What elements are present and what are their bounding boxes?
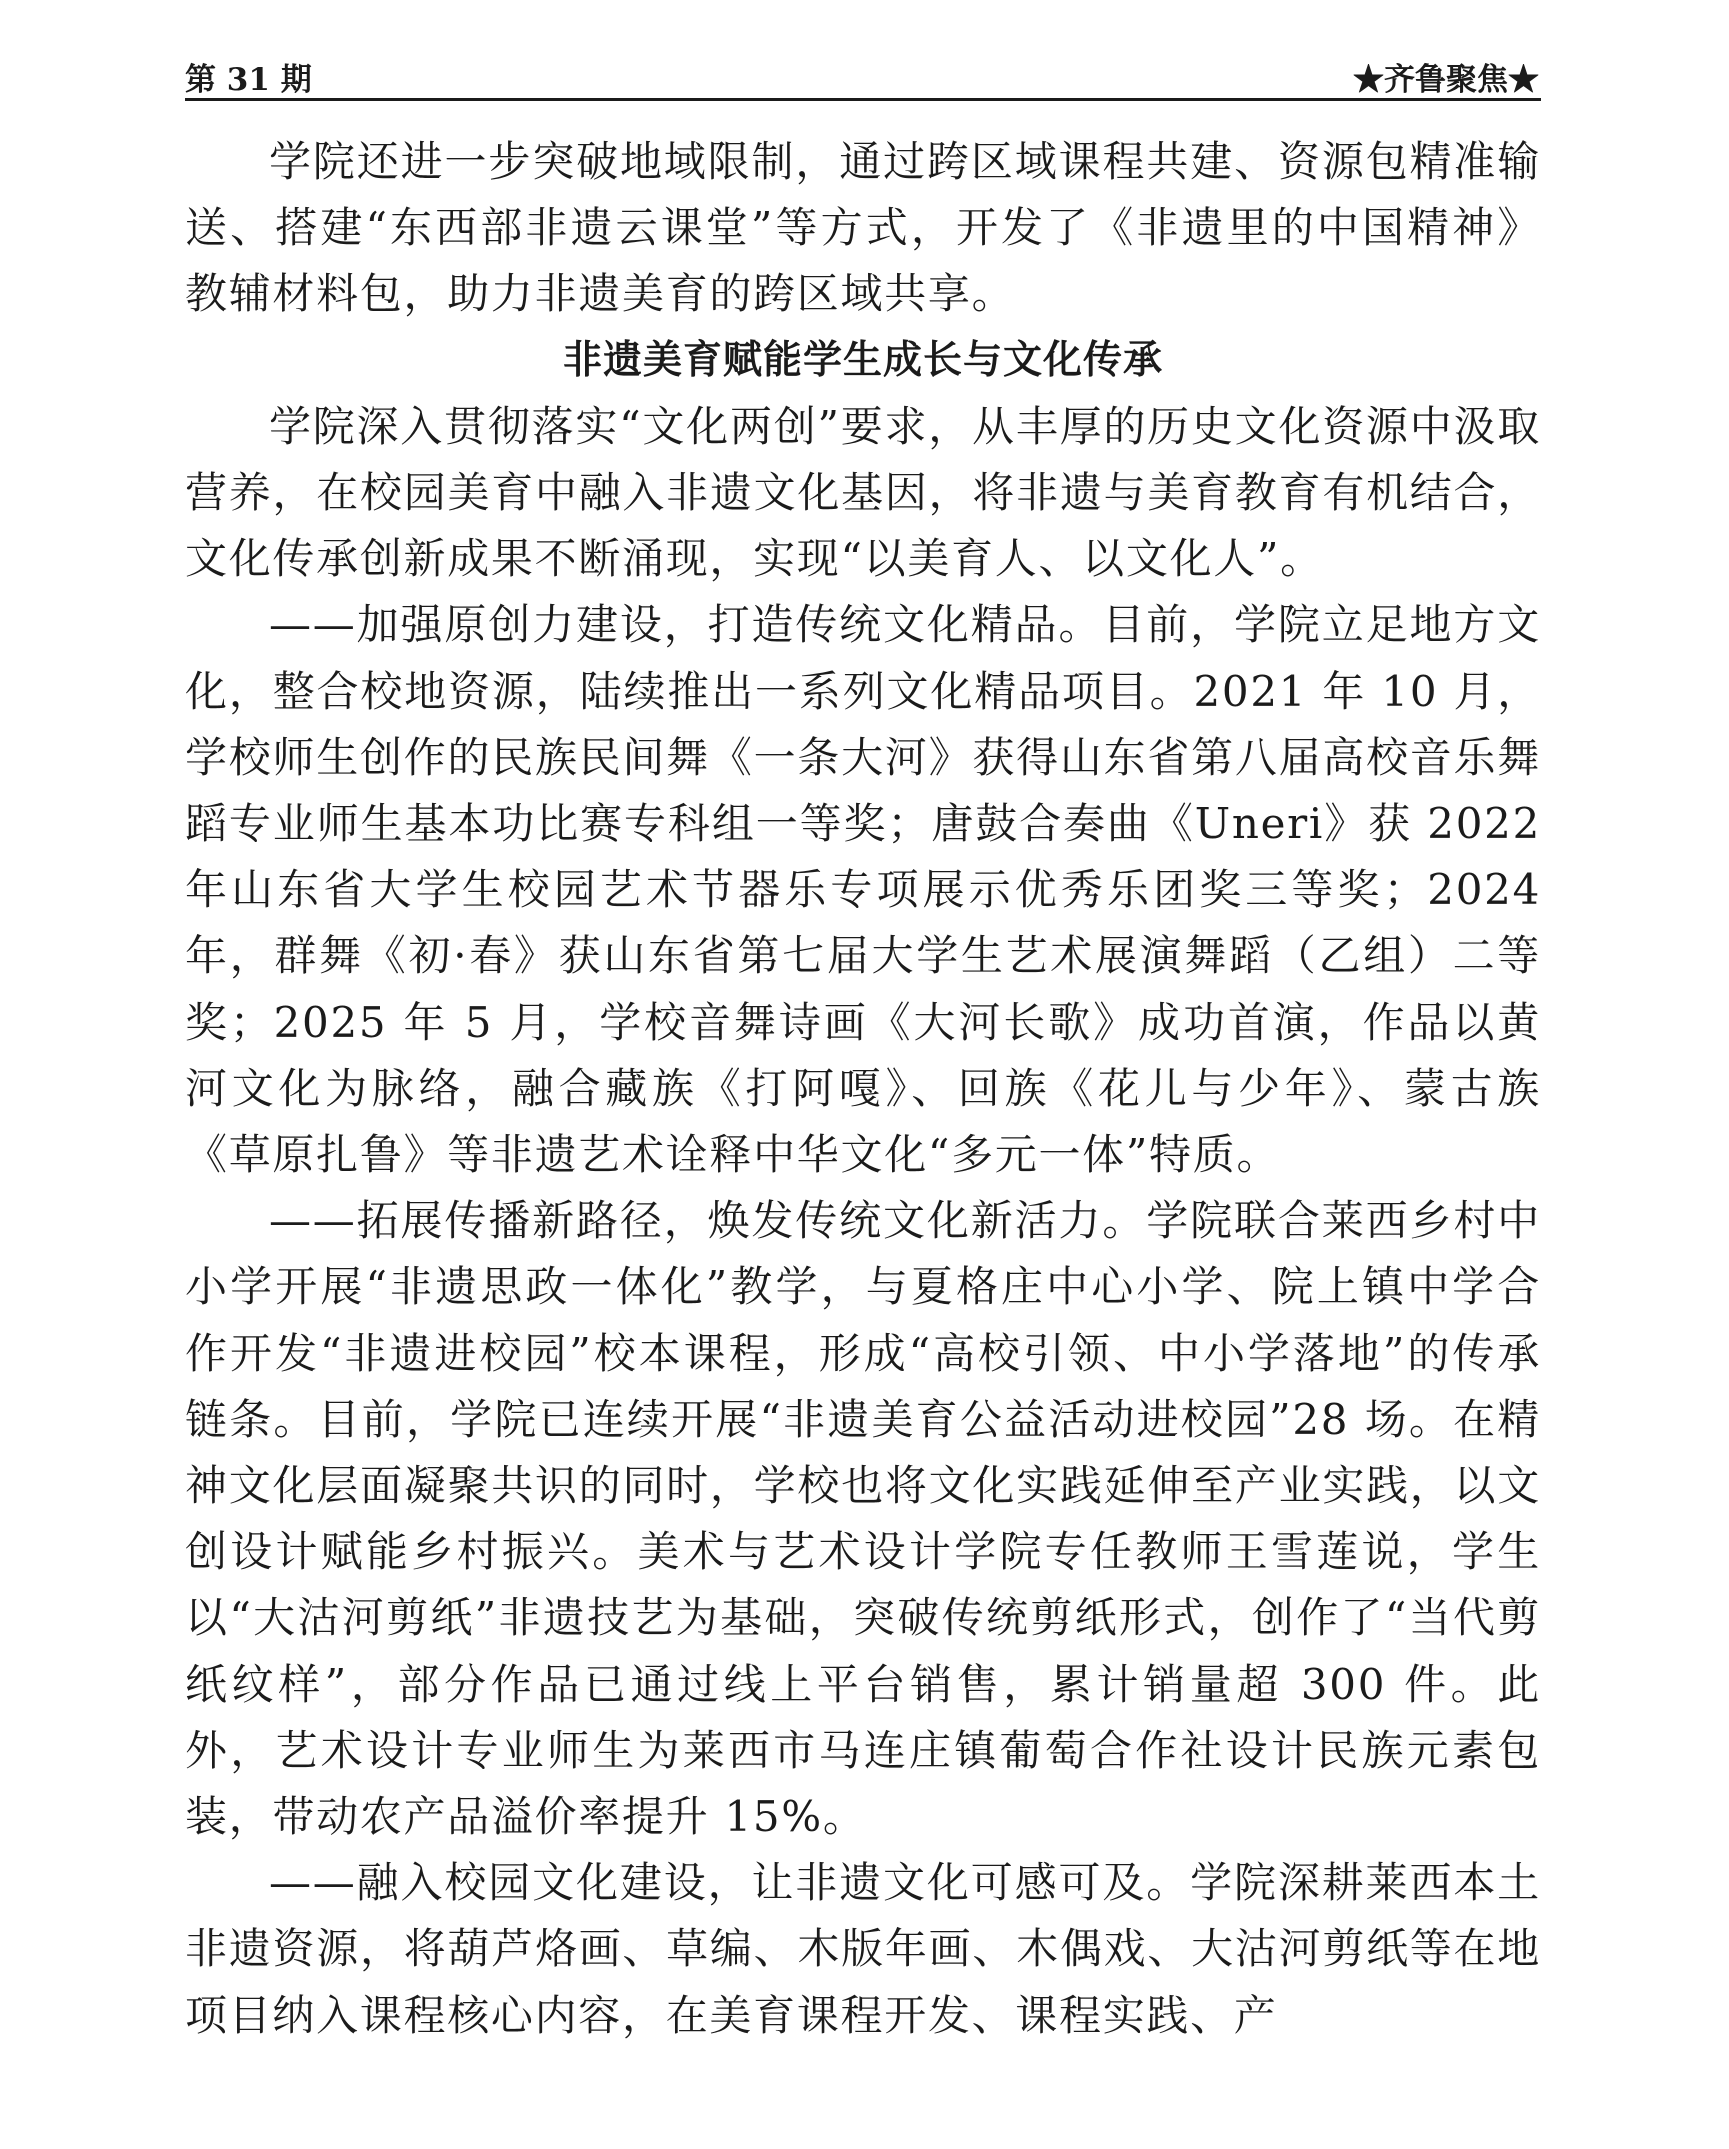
article-body	[185, 129, 1541, 2049]
paragraph: ——拓展传播新路径，焕发传统文化新活力。学院联合莱西乡村中小学开展“非遗思政一体化”教学，与夏格庄中心小学、院上镇中学合作开发“非遗进校园”校本课程，形成“高校引领、中小学落地”的传承链条。目前，学院已连续开展“非遗美育公益活动进校园”28 场。在精神文化层面凝聚共识的同时，学校也将文化实践延伸至产业实践，以文创设计赋能乡村振兴。美术与艺术设计学院专任教师王雪莲说，学生以“大沽河剪纸”非遗技艺为基础，突破传统剪纸形式，创作了“当代剪纸纹样”，部分作品已通过线上平台销售，累计销量超 300 件。此外，艺术设计专业师生为莱西市马连庄镇葡萄合作社设计民族元素包装，带动农产品溢价率提升 15%。	[185, 1196, 1541, 1842]
magazine-page	[185, 48, 1541, 2049]
paragraph: 学院深入贯彻落实“文化两创”要求，从丰厚的历史文化资源中汲取营养，在校园美育中融入非遗文化基因，将非遗与美育教育有机结合，文化传承创新成果不断涌现，实现“以美育人、以文化人”。	[185, 401, 1541, 584]
issue-number: 第 31 期	[185, 62, 312, 98]
paragraph: 学院还进一步突破地域限制，通过跨区域课程共建、资源包精准输送、搭建“东西部非遗云课堂”等方式，开发了《非遗里的中国精神》教辅材料包，助力非遗美育的跨区域共享。	[185, 137, 1541, 319]
section-heading: 非遗美育赋能学生成长与文化传承	[562, 337, 1163, 383]
paragraph: ——融入校园文化建设，让非遗文化可感可及。学院深耕莱西本土非遗资源，将葫芦烙画、草编、木版年画、木偶戏、大沽河剪纸等在地项目纳入课程核心内容，在美育课程开发、课程实践、产	[185, 1858, 1541, 2040]
paragraph: ——加强原创力建设，打造传统文化精品。目前，学院立足地方文化，整合校地资源，陆续推出一系列文化精品项目。2021 年 10 月，学校师生创作的民族民间舞《一条大河》获得山东省第八届高校音乐舞蹈专业师生基本功比赛专科组一等奖；唐鼓合奏曲《Uneri》获 2022 年山东省大学生校园艺术节器乐专项展示优秀乐团奖三等奖；2024 年，群舞《初·春》获山东省第七届大学生艺术展演舞蹈（乙组）二等奖；2025 年 5 月，学校音舞诗画《大河长歌》成功首演，作品以黄河文化为脉络，融合藏族《打阿嘎》、回族《花儿与少年》、蒙古族《草原扎鲁》等非遗艺术诠释中华文化“多元一体”特质。	[185, 600, 1541, 1180]
page-header	[185, 48, 1541, 101]
column-title: ★齐鲁聚焦★	[1353, 62, 1539, 98]
